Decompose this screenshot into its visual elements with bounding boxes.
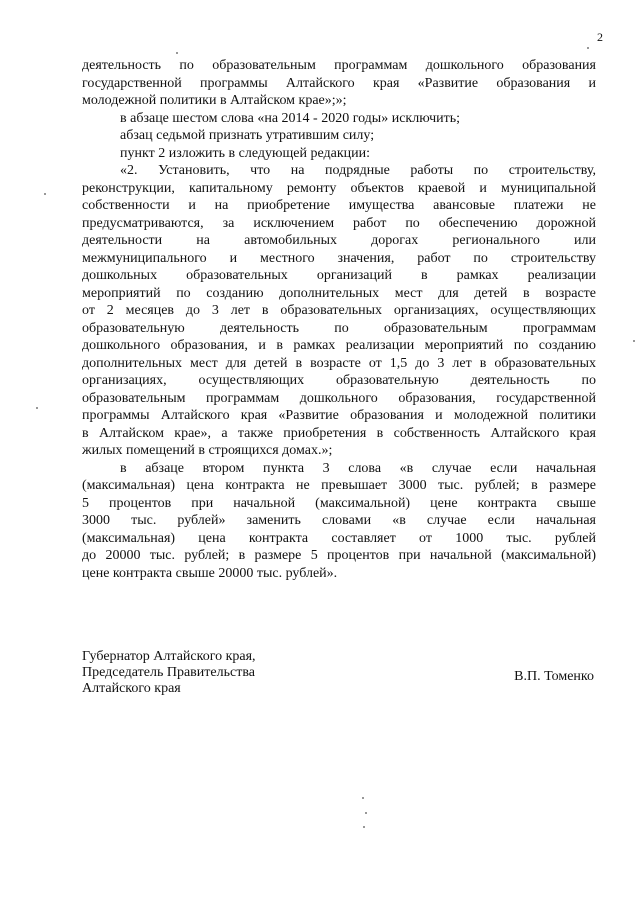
document-line: цене контракта свыше 20000 тыс. рублей». [82,565,338,581]
document-line: до 20000 тыс. рублей; в размере 5 процентов при начальной (максимальной) [82,548,596,563]
document-line: деятельность по образовательным программам дошкольного образования [82,58,596,73]
signature-block [82,649,596,697]
document-line: дополнительных мест для детей в возрасте от 1,5 до 3 лет в образовательных [82,355,596,371]
document-line: жилых помещений в строящихся домах.»; [82,443,333,458]
document-line: в абзаце втором пункта 3 слова «в случае если начальная [120,460,596,476]
signatory-title-line: Председатель Правительства [82,665,255,680]
document-line: мероприятий по созданию дополнительных мест для детей в возрасте [82,285,596,301]
scan-speck [587,47,589,49]
scan-speck [36,407,38,409]
page-number: 2 [597,30,603,44]
scan-speck [176,52,178,54]
document-line: 3000 тыс. рублей» заменить словами «в случае если начальная [82,513,596,528]
scan-speck [44,193,46,195]
document-line: реконструкции, капитальному ремонту объектов краевой и муниципальной [82,180,596,196]
scan-speck [365,812,367,814]
document-line: государственной программы Алтайского края «Развитие образования и [82,75,596,91]
document-line: образовательную деятельность по образовательным программам [82,320,596,336]
document-line: 5 процентов при начальной (максимальной) цене контракта свыше [82,495,596,511]
document-line: организациях, осуществляющих образовательную деятельность по [82,373,596,388]
signatory-title-line: Алтайского края [82,681,181,696]
document-line: в абзаце шестом слова «на 2014 - 2020 годы» исключить; [120,110,461,126]
document-line: программы Алтайского края «Развитие образования и молодежной политики [82,408,596,423]
document-line: молодежной политики в Алтайском крае»;»; [82,93,347,108]
document-line: собственности и на приобретение имущества авансовые платежи не [82,198,596,213]
document-line: абзац седьмой признать утратившим силу; [120,128,375,143]
document-line: межмуниципального и местного значения, работ по строительству [82,250,596,266]
document-line: (максимальная) цена контракта составляет от 1000 тыс. рублей [82,530,596,546]
document-line: предусматриваются, за исключением работ по обеспечению дорожной [82,215,596,231]
scan-speck [362,797,364,799]
scan-speck [363,826,365,828]
document-body [82,57,596,582]
document-line: в Алтайском крае», а также приобретения в собственность Алтайского края [82,425,596,441]
scan-speck [633,340,635,342]
document-line: образовательным программам дошкольного образования, государственной [82,390,596,406]
document-line: дошкольных образовательных организаций в рамках реализации [82,268,596,283]
document-line: (максимальная) цена контракта не превышает 3000 тыс. рублей; в размере [82,478,596,493]
document-line: «2. Установить, что на подрядные работы по строительству, [120,163,596,178]
signatory-name: В.П. Томенко [514,669,594,684]
document-line: пункт 2 изложить в следующей редакции: [120,145,370,161]
document-line: дошкольного образования, и в рамках реализации мероприятий по созданию [82,338,596,353]
signatory-title-line: Губернатор Алтайского края, [82,649,256,664]
document-line: деятельности на автомобильных дорогах регионального или [82,233,596,248]
document-line: от 2 месяцев до 3 лет в образовательных организациях, осуществляющих [82,303,596,318]
